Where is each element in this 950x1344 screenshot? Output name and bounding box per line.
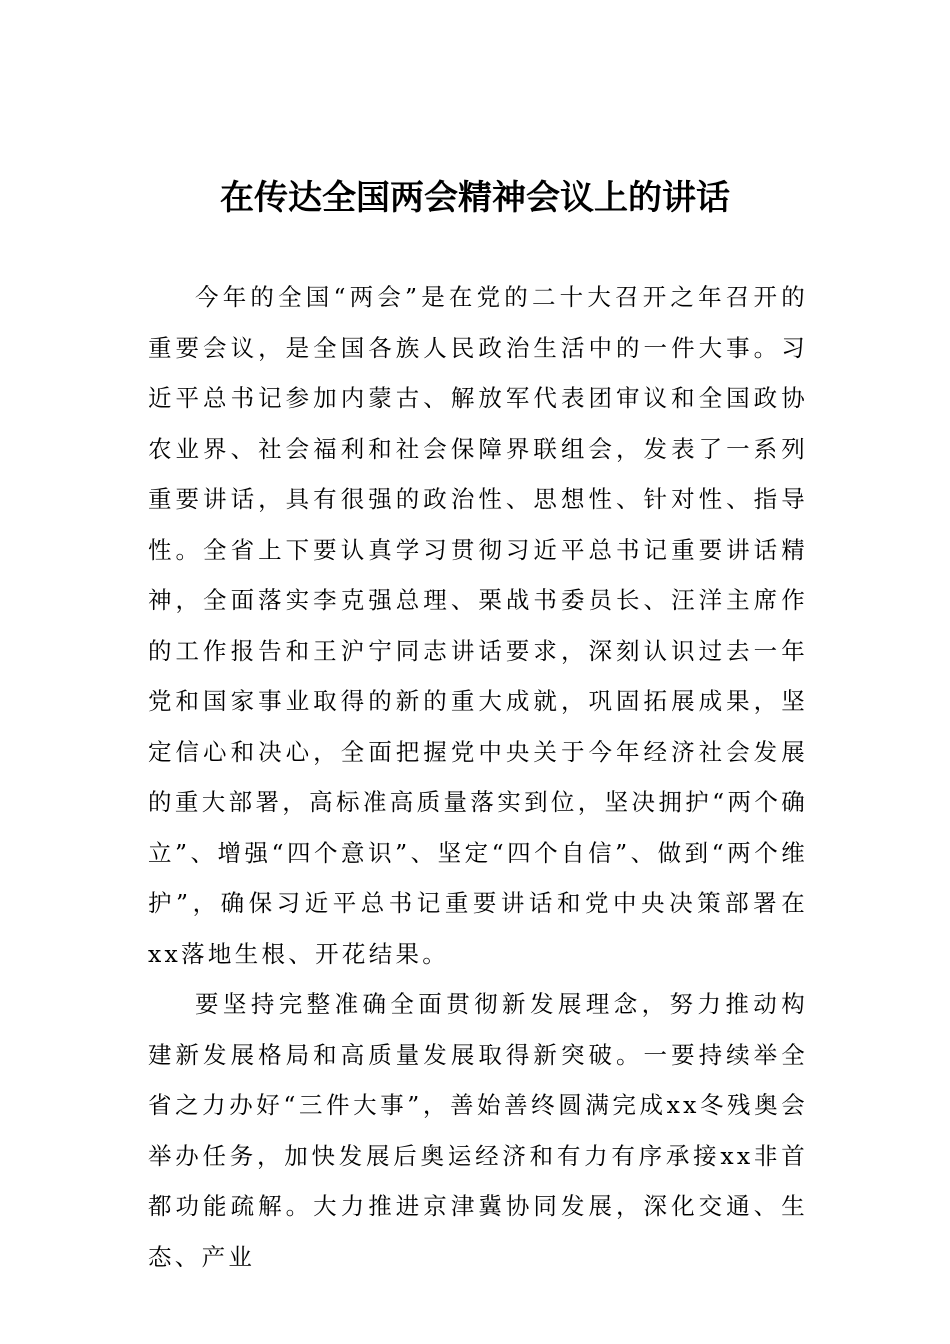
- paragraph-1: 今年的全国“两会”是在党的二十大召开之年召开的重要会议，是全国各族人民政治生活中的一件大事。习近平总书记参加内蒙古、解放军代表团审议和全国政协农业界、社会福利和社会保障界联组会，发表了一系列重要讲话，具有很强的政治性、思想性、针对性、指导性。全省上下要认真学习贯彻习近平总书记重要讲话精神，全面落实李克强总理、栗战书委员长、汪洋主席作的工作报告和王沪宁同志讲话要求，深刻认识过去一年党和国家事业取得的新的重大成就，巩固拓展成果，坚定信心和决心，全面把握党中央关于今年经济社会发展的重大部署，高标准高质量落实到位，坚决拥护“两个确立”、增强“四个意识”、坚定“四个自信”、做到“两个维护”，确保习近平总书记重要讲话和党中央决策部署在xx落地生根、开花结果。: [148, 283, 808, 968]
- document-title: 在传达全国两会精神会议上的讲话: [220, 178, 730, 218]
- document-body: [148, 272, 808, 1282]
- paragraph-2: 要坚持完整准确全面贯彻新发展理念，努力推动构建新发展格局和高质量发展取得新突破。一要持续举全省之力办好“三件大事”，善始善终圆满完成xx冬残奥会举办任务，加快发展后奥运经济和有力有序承接xx非首都功能疏解。大力推进京津冀协同发展，深化交通、生态、产业: [148, 990, 808, 1271]
